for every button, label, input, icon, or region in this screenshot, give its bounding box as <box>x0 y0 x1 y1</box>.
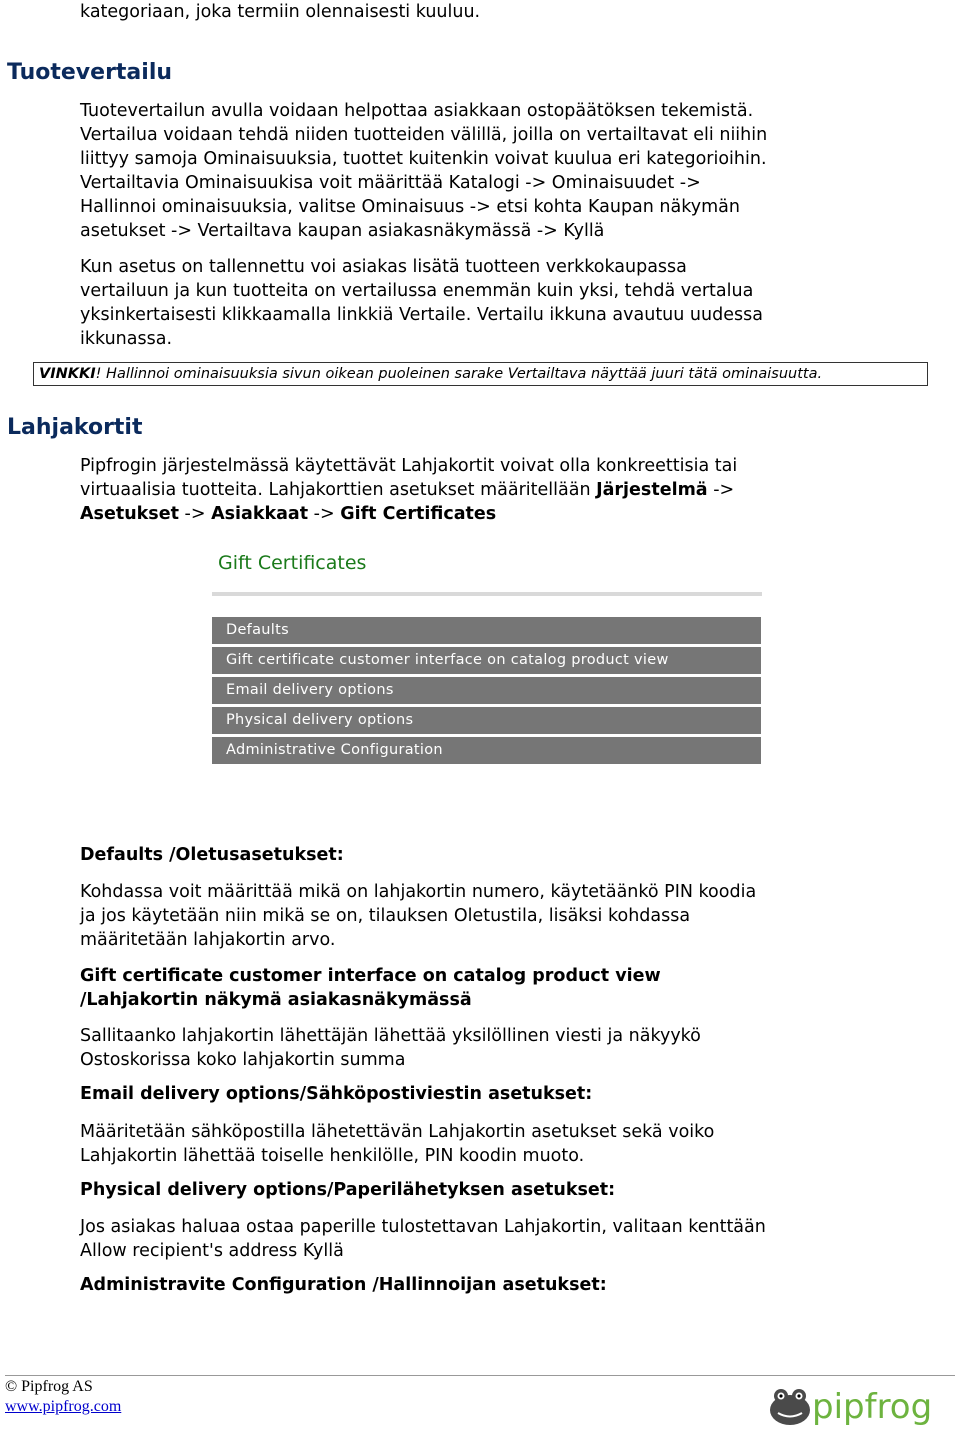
section-heading-lahjakortit: Lahjakortit <box>7 415 143 440</box>
tip-text: ! Hallinnoi ominaisuuksia sivun oikean puoleinen sarake Vertailtava näyttää juuri tätä ominaisuutta. <box>95 366 823 382</box>
physical-delivery-heading: Physical delivery options/Paperilähetyksen asetukset: <box>80 1180 616 1200</box>
text-line: vertailuun ja kun tuotteita on vertailussa enemmän kuin yksi, tehdä vertalua <box>80 281 754 301</box>
menu-item-defaults[interactable]: Defaults <box>212 617 761 644</box>
arrow-text: -> <box>178 504 212 524</box>
footer-divider <box>5 1375 955 1376</box>
menu-item-admin-configuration[interactable]: Administrative Configuration <box>212 737 761 764</box>
text-line: Pipfrogin järjestelmässä käytettävät Lahjakortit voivat olla konkreettisia tai <box>80 456 738 476</box>
intro-tail: kategoriaan, joka termiin olennaisesti kuuluu. <box>80 2 481 22</box>
text-line: Hallinnoi ominaisuuksia, valitse Ominaisuus -> etsi kohta Kaupan näkymän <box>80 197 740 217</box>
menu-item-customer-interface[interactable]: Gift certificate customer interface on catalog product view <box>212 647 761 674</box>
heading-line: /Lahjakortin näkymä asiakasnäkymässä <box>80 990 472 1010</box>
menu-path-gift-certificates: Gift Certificates <box>340 504 497 524</box>
menu-path-asiakkaat: Asiakkaat <box>211 504 309 524</box>
arrow-text: -> <box>707 480 735 500</box>
text-line: asetukset -> Vertailtava kaupan asiakasnäkymässä -> Kyllä <box>80 221 605 241</box>
email-delivery-paragraph <box>80 1120 880 1168</box>
defaults-heading: Defaults /Oletusasetukset: <box>80 845 344 865</box>
footer-copyright <box>5 1377 121 1417</box>
menu-item-email-delivery[interactable]: Email delivery options <box>212 677 761 704</box>
menu-path-asetukset: Asetukset <box>80 504 179 524</box>
arrow-text: -> <box>308 504 341 524</box>
text-line: Tuotevertailun avulla voidaan helpottaa asiakkaan ostopäätöksen tekemistä. <box>80 101 754 121</box>
lahjakortit-paragraph <box>80 454 880 526</box>
text-line: Ostoskorissa koko lahjakortin summa <box>80 1050 406 1070</box>
text-line: Kohdassa voit määrittää mikä on lahjakortin numero, käytetäänkö PIN koodia <box>80 882 757 902</box>
tuotevertailu-paragraph-2 <box>80 255 880 351</box>
tuotevertailu-paragraph <box>80 99 880 243</box>
tip-label: VINKKI <box>39 366 96 382</box>
website-link[interactable]: www.pipfrog.com <box>5 1398 122 1415</box>
customer-interface-heading <box>80 964 661 1012</box>
text-line: Vertailua voidaan tehdä niiden tuotteiden välillä, joilla on vertailtavat eli niihin <box>80 125 768 145</box>
text-line: määritetään lahjakortin arvo. <box>80 930 336 950</box>
text-fragment: virtuaalisia tuotteita. Lahjakorttien asetukset määritellään <box>80 480 597 500</box>
text-line <box>80 502 880 526</box>
text-line: Allow recipient's address Kyllä <box>80 1241 344 1261</box>
copyright-text: © Pipfrog AS <box>5 1378 93 1395</box>
heading-line: Gift certificate customer interface on catalog product view <box>80 966 661 986</box>
defaults-paragraph <box>80 880 880 952</box>
admin-configuration-heading: Administravite Configuration /Hallinnoijan asetukset: <box>80 1275 607 1295</box>
gift-certificates-title: Gift Certificates <box>218 552 367 574</box>
text-line: yksinkertaisesti klikkaamalla linkkiä Vertaile. Vertailu ikkuna avautuu uudessa <box>80 305 763 325</box>
text-line: ja jos käytetään niin mikä se on, tilauksen Oletustila, lisäksi kohdassa <box>80 906 691 926</box>
text-line: ikkunassa. <box>80 329 173 349</box>
menu-item-physical-delivery[interactable]: Physical delivery options <box>212 707 761 734</box>
text-line: liittyy samoja Ominaisuuksia, tuottet kuitenkin voivat kuulua eri kategorioihin. <box>80 149 767 169</box>
email-delivery-heading: Email delivery options/Sähköpostiviestin asetukset: <box>80 1084 593 1104</box>
text-line: Lahjakortin lähettää toiselle henkilölle, PIN koodin muoto. <box>80 1146 585 1166</box>
section-heading-tuotevertailu: Tuotevertailu <box>7 60 173 85</box>
customer-interface-paragraph <box>80 1024 880 1072</box>
text-line: Sallitaanko lahjakortin lähettäjän lähettää yksilöllinen viesti ja näkyykö <box>80 1026 701 1046</box>
text-line: Jos asiakas haluaa ostaa paperille tulostettavan Lahjakortin, valitaan kenttään <box>80 1217 766 1237</box>
divider <box>212 592 762 596</box>
text-line <box>80 478 880 502</box>
tip-box <box>33 362 928 386</box>
text-line: Määritetään sähköpostilla lähetettävän Lahjakortin asetukset sekä voiko <box>80 1122 715 1142</box>
text-line: Vertailtavia Ominaisuukisa voit määrittää Katalogi -> Ominaisuudet -> <box>80 173 701 193</box>
text-line: Kun asetus on tallennettu voi asiakas lisätä tuotteen verkkokaupassa <box>80 257 687 277</box>
menu-path-jarjestelma: Järjestelmä <box>596 480 708 500</box>
pipfrog-logo <box>768 1380 958 1432</box>
gift-certificates-menu <box>212 617 761 767</box>
logo-wordmark: pipfrog <box>812 1387 933 1427</box>
physical-delivery-paragraph <box>80 1215 880 1263</box>
